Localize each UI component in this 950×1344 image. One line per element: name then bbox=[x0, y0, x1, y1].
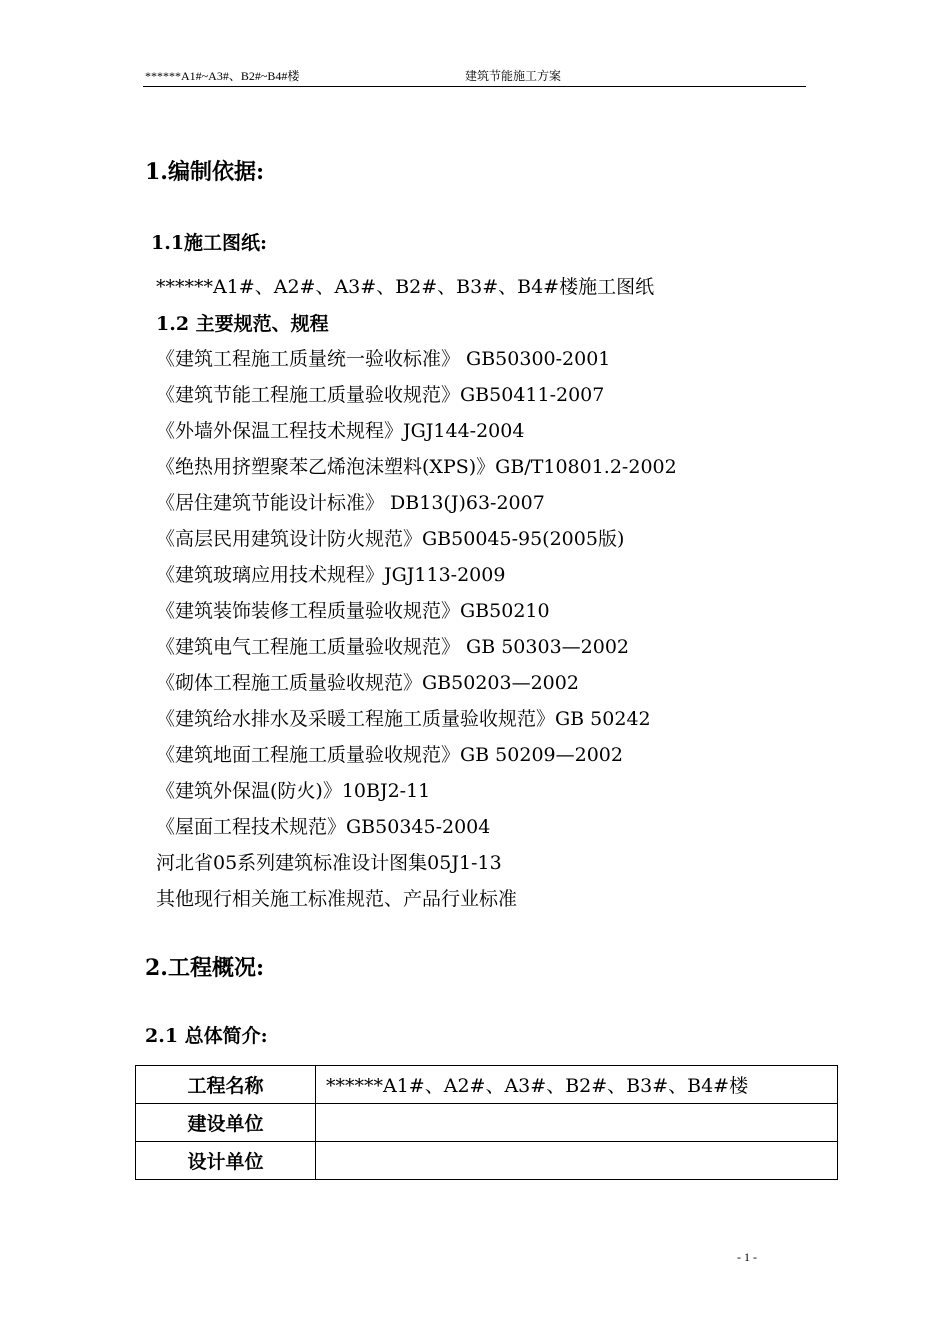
standard-item: 河北省05系列建筑标准设计图集05J1-13 bbox=[156, 852, 502, 874]
row-value bbox=[316, 1142, 838, 1180]
standard-item: 《高层民用建筑设计防火规范》GB50045-95(2005版) bbox=[156, 528, 625, 550]
standard-item: 《建筑给水排水及采暖工程施工质量验收规范》GB 50242 bbox=[156, 708, 651, 730]
standard-item: 《建筑节能工程施工质量验收规范》GB50411-2007 bbox=[156, 384, 605, 406]
page-number: - 1 - bbox=[737, 1250, 757, 1264]
section-2-title: 2.工程概况: bbox=[145, 955, 265, 981]
standard-item: 《外墙外保温工程技术规程》JGJ144-2004 bbox=[156, 420, 525, 442]
standard-item: 《绝热用挤塑聚苯乙烯泡沫塑料(XPS)》GB/T10801.2-2002 bbox=[156, 456, 677, 478]
standard-item: 《建筑工程施工质量统一验收标准》 GB50300-2001 bbox=[156, 348, 611, 370]
standard-item: 《居住建筑节能设计标准》 DB13(J)63-2007 bbox=[156, 492, 545, 514]
standard-item: 《建筑电气工程施工质量验收规范》 GB 50303—2002 bbox=[156, 636, 630, 658]
header-document-title: 建筑节能施工方案 bbox=[465, 69, 562, 83]
drawings-line: ******A1#、A2#、A3#、B2#、B3#、B4#楼施工图纸 bbox=[156, 276, 655, 298]
table-row bbox=[136, 1142, 838, 1180]
standard-item: 《建筑装饰装修工程质量验收规范》GB50210 bbox=[156, 600, 550, 622]
row-label: 设计单位 bbox=[136, 1142, 316, 1180]
standard-item: 《建筑外保温(防火)》10BJ2-11 bbox=[156, 780, 431, 802]
row-value: ******A1#、A2#、A3#、B2#、B3#、B4#楼 bbox=[316, 1066, 838, 1104]
section-1-1-title: 1.1施工图纸: bbox=[151, 232, 268, 254]
standard-item: 其他现行相关施工标准规范、产品行业标准 bbox=[156, 888, 518, 910]
project-overview-table bbox=[135, 1065, 838, 1180]
section-1-title: 1.编制依据: bbox=[145, 159, 265, 185]
standard-item: 《建筑玻璃应用技术规程》JGJ113-2009 bbox=[156, 564, 506, 586]
row-label: 工程名称 bbox=[136, 1066, 316, 1104]
section-1-2-title: 1.2 主要规范、规程 bbox=[156, 313, 329, 335]
table-row bbox=[136, 1066, 838, 1104]
section-2-1-title: 2.1 总体简介: bbox=[145, 1025, 268, 1047]
row-label: 建设单位 bbox=[136, 1104, 316, 1142]
header-project-name: ******A1#~A3#、B2#~B4#楼 bbox=[145, 69, 300, 83]
standard-item: 《屋面工程技术规范》GB50345-2004 bbox=[156, 816, 491, 838]
page-header bbox=[143, 66, 806, 87]
table-row bbox=[136, 1104, 838, 1142]
standard-item: 《建筑地面工程施工质量验收规范》GB 50209—2002 bbox=[156, 744, 623, 766]
standard-item: 《砌体工程施工质量验收规范》GB50203—2002 bbox=[156, 672, 579, 694]
row-value bbox=[316, 1104, 838, 1142]
